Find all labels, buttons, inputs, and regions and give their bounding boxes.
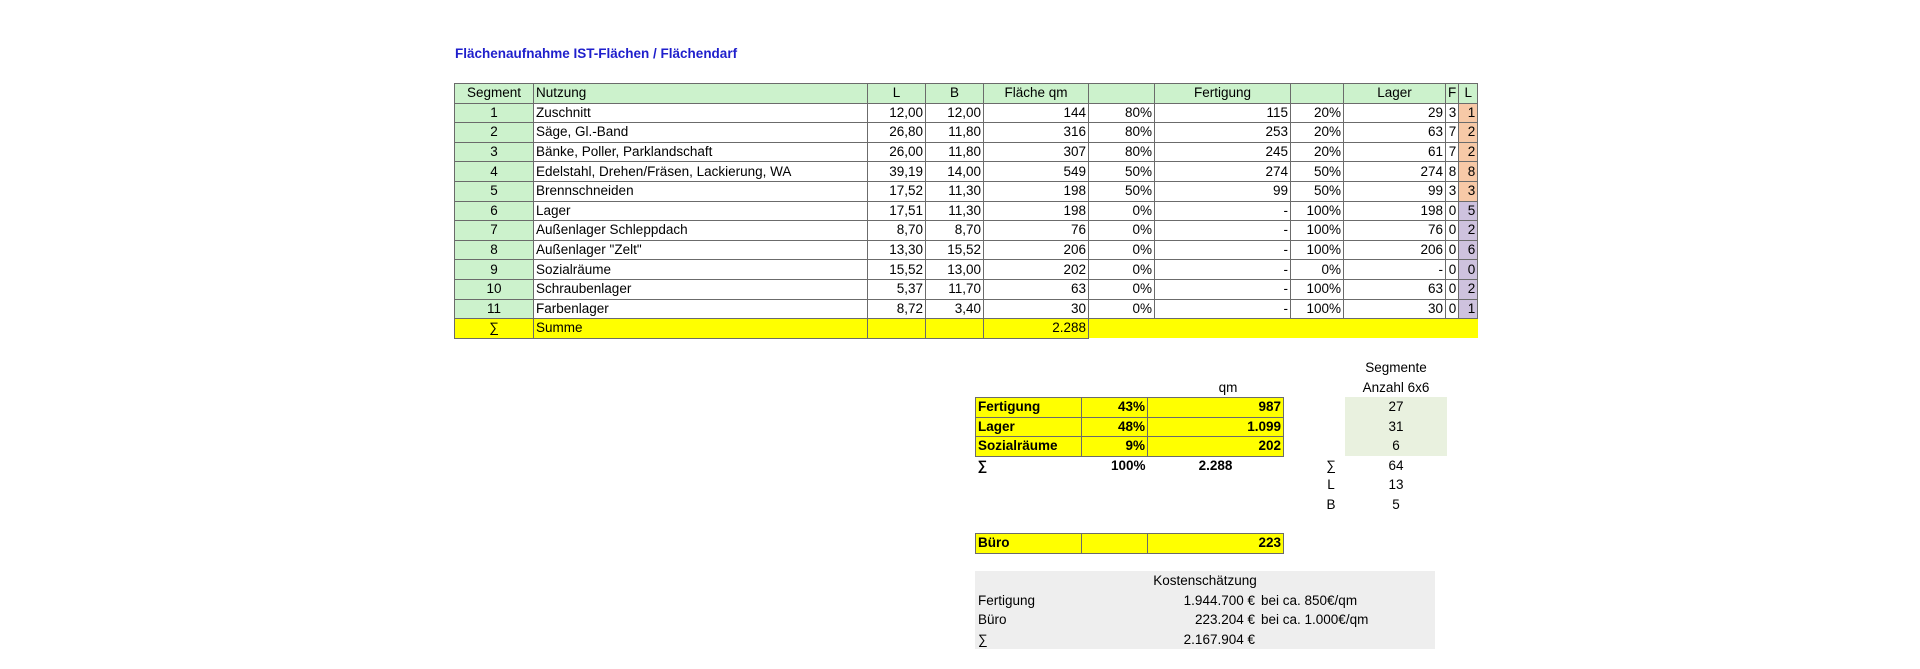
cell-l[interactable]: 8,72 [868,299,926,319]
area-table [454,83,1478,339]
cell-l[interactable]: 8,70 [868,221,926,241]
segmente-b-label: B [1326,496,1336,512]
cell-b[interactable]: 3,40 [926,299,984,319]
cell-f[interactable]: 7 [1446,123,1459,143]
page-title: Flächenaufnahme IST-Flächen / Flächendarf [455,46,738,61]
cell-flaeche[interactable]: 198 [984,201,1089,221]
table-sum-row [455,319,1478,339]
cell-f[interactable]: 0 [1446,221,1459,241]
cell-l2[interactable]: 2 [1459,221,1478,241]
cell-f[interactable]: 0 [1446,260,1459,280]
cell-pct-fertigung[interactable]: 0% [1089,299,1155,319]
cell-lager[interactable]: 99 [1344,181,1446,201]
cell-nutzung[interactable]: Außenlager "Zelt" [534,240,868,260]
cell-b[interactable]: 11,70 [926,279,984,299]
cell-l[interactable]: 39,19 [868,162,926,182]
summary-qm[interactable]: 202 [1148,437,1284,457]
cell-b[interactable]: 11,80 [926,123,984,143]
cell-fertigung[interactable]: - [1155,240,1291,260]
cell-l[interactable]: 12,00 [868,103,926,123]
cell-pct-fertigung[interactable]: 0% [1089,221,1155,241]
cell-pct-fertigung[interactable]: 0% [1089,260,1155,280]
cell-l2[interactable]: 3 [1459,181,1478,201]
cell-l2[interactable]: 6 [1459,240,1478,260]
cell-b[interactable]: 15,52 [926,240,984,260]
empty-cell [1089,319,1155,339]
summary-total-qm[interactable]: 2.288 [1198,458,1233,474]
cell-segment[interactable]: 10 [455,279,534,299]
segmente-l[interactable]: 13 [1388,477,1404,493]
cell-b[interactable]: 11,80 [926,142,984,162]
cell-f[interactable]: 3 [1446,181,1459,201]
buero-table [975,533,1284,554]
segmente-sum-label: ∑ [1326,457,1336,473]
empty-cell [1446,319,1459,339]
cell-pct-lager[interactable]: 100% [1291,279,1344,299]
cell-f[interactable]: 0 [1446,240,1459,260]
summary-qm[interactable]: 1.099 [1148,417,1284,437]
header-flaeche[interactable]: Fläche qm [984,84,1089,104]
cell-lager[interactable]: - [1344,260,1446,280]
cell-pct-fertigung[interactable]: 0% [1089,240,1155,260]
header-l[interactable]: L [868,84,926,104]
summary-label[interactable]: Fertigung [976,398,1082,418]
cell-nutzung[interactable]: Außenlager Schleppdach [534,221,868,241]
buero-empty[interactable] [1082,534,1148,554]
cell-pct-fertigung[interactable]: 0% [1089,201,1155,221]
cell-l[interactable]: 15,52 [868,260,926,280]
cell-fertigung[interactable]: - [1155,279,1291,299]
cell-pct-lager[interactable]: 100% [1291,299,1344,319]
summary-pct[interactable]: 48% [1082,417,1148,437]
cell-l2[interactable]: 1 [1459,299,1478,319]
cell-pct-lager[interactable]: 100% [1291,221,1344,241]
cell-nutzung[interactable]: Sozialräume [534,260,868,280]
table-row [455,260,1478,280]
segmente-value[interactable]: 6 [1345,436,1447,456]
cell-lager[interactable]: 198 [1344,201,1446,221]
cost-value[interactable]: 2.167.904 € [1183,631,1255,647]
cell-flaeche[interactable]: 316 [984,123,1089,143]
table-row [455,103,1478,123]
table-row [455,279,1478,299]
cell-l2[interactable]: 2 [1459,142,1478,162]
segmente-table [1317,358,1447,514]
header-pct1[interactable] [1089,84,1155,104]
cell-lager[interactable]: 76 [1344,221,1446,241]
cell-fertigung[interactable]: 274 [1155,162,1291,182]
sum-label[interactable]: Summe [534,319,868,339]
buero-label[interactable]: Büro [976,534,1082,554]
cell-segment[interactable]: 3 [455,142,534,162]
cell-nutzung[interactable]: Farbenlager [534,299,868,319]
cell-b[interactable]: 11,30 [926,181,984,201]
header-b[interactable]: B [926,84,984,104]
cell-lager[interactable]: 206 [1344,240,1446,260]
cell-nutzung[interactable]: Lager [534,201,868,221]
cell-fertigung[interactable]: - [1155,221,1291,241]
sum-symbol[interactable]: ∑ [455,319,534,339]
table-header-row [455,84,1478,104]
cell-nutzung[interactable]: Säge, Gl.-Band [534,123,868,143]
cell-pct-fertigung[interactable]: 80% [1089,123,1155,143]
cell-pct-lager[interactable]: 20% [1291,142,1344,162]
segmente-subheader: Anzahl 6x6 [1362,379,1430,395]
table-row [455,181,1478,201]
cost-label: ∑ [978,631,988,647]
cell-flaeche[interactable]: 30 [984,299,1089,319]
header-pct2[interactable] [1291,84,1344,104]
sum-empty[interactable] [926,319,984,339]
cost-title: Kostenschätzung [1153,573,1257,588]
cost-row-sum [975,630,1435,650]
cell-l2[interactable]: 1 [1459,103,1478,123]
cell-segment[interactable]: 8 [455,240,534,260]
cell-fertigung[interactable]: - [1155,201,1291,221]
cost-estimate [975,571,1435,649]
cell-l2[interactable]: 2 [1459,279,1478,299]
segmente-l-label: L [1327,477,1335,493]
cell-pct-fertigung[interactable]: 80% [1089,142,1155,162]
summary-row [976,417,1284,437]
segmente-value[interactable]: 31 [1345,417,1447,437]
header-fertigung[interactable]: Fertigung [1155,84,1291,104]
summary-total-label[interactable]: ∑ [977,458,988,474]
cell-f[interactable]: 3 [1446,103,1459,123]
summary-table [975,397,1284,475]
cell-segment[interactable]: 7 [455,221,534,241]
cell-l2[interactable]: 8 [1459,162,1478,182]
cell-flaeche[interactable]: 76 [984,221,1089,241]
cell-segment[interactable]: 5 [455,181,534,201]
cell-l2[interactable]: 0 [1459,260,1478,280]
cell-lager[interactable]: 274 [1344,162,1446,182]
cost-value[interactable]: 1.944.700 € [1183,592,1255,608]
buero-qm[interactable]: 223 [1148,534,1284,554]
table-row [455,240,1478,260]
summary-total-pct[interactable]: 100% [1110,458,1146,474]
summary-label[interactable]: Lager [976,417,1082,437]
cell-fertigung[interactable]: 253 [1155,123,1291,143]
cell-segment[interactable]: 2 [455,123,534,143]
segmente-b[interactable]: 5 [1392,496,1400,512]
header-lager[interactable]: Lager [1344,84,1446,104]
summary-row [976,437,1284,457]
cell-flaeche[interactable]: 202 [984,260,1089,280]
cell-pct-fertigung[interactable]: 0% [1089,279,1155,299]
cell-lager[interactable]: 63 [1344,123,1446,143]
cell-l2[interactable]: 5 [1459,201,1478,221]
cell-f[interactable]: 0 [1446,201,1459,221]
cell-fertigung[interactable]: - [1155,299,1291,319]
cell-lager[interactable]: 61 [1344,142,1446,162]
cell-segment[interactable]: 4 [455,162,534,182]
header-segment[interactable]: Segment [455,84,534,104]
cell-l[interactable]: 17,51 [868,201,926,221]
header-l2[interactable]: L [1459,84,1478,104]
cell-flaeche[interactable]: 206 [984,240,1089,260]
cell-nutzung[interactable]: Edelstahl, Drehen/Fräsen, Lackierung, WA [534,162,868,182]
table-row [455,123,1478,143]
cell-f[interactable]: 7 [1446,142,1459,162]
cell-flaeche[interactable]: 198 [984,181,1089,201]
cell-b[interactable]: 14,00 [926,162,984,182]
cost-label: Büro [978,612,1007,628]
cell-l[interactable]: 13,30 [868,240,926,260]
cell-nutzung[interactable]: Bänke, Poller, Parklandschaft [534,142,868,162]
cell-pct-fertigung[interactable]: 80% [1089,103,1155,123]
cell-flaeche[interactable]: 549 [984,162,1089,182]
segmente-sum[interactable]: 64 [1388,457,1404,473]
cell-b[interactable]: 12,00 [926,103,984,123]
cell-fertigung[interactable]: 99 [1155,181,1291,201]
cell-nutzung[interactable]: Schraubenlager [534,279,868,299]
cell-fertigung[interactable]: 245 [1155,142,1291,162]
summary-row [976,398,1284,418]
cell-fertigung[interactable]: 115 [1155,103,1291,123]
cell-lager[interactable]: 29 [1344,103,1446,123]
cell-pct-lager[interactable]: 100% [1291,201,1344,221]
summary-label[interactable]: Sozialräume [976,437,1082,457]
header-f[interactable]: F [1446,84,1459,104]
cell-pct-lager[interactable]: 20% [1291,103,1344,123]
cell-segment[interactable]: 1 [455,103,534,123]
cell-f[interactable]: 8 [1446,162,1459,182]
cell-pct-fertigung[interactable]: 50% [1089,162,1155,182]
empty-cell [1155,319,1291,339]
cell-b[interactable]: 13,00 [926,260,984,280]
segmente-value[interactable]: 27 [1345,397,1447,417]
cell-pct-lager[interactable]: 20% [1291,123,1344,143]
cell-l[interactable]: 26,00 [868,142,926,162]
cell-segment[interactable]: 11 [455,299,534,319]
cell-l[interactable]: 17,52 [868,181,926,201]
cell-lager[interactable]: 30 [1344,299,1446,319]
sum-empty[interactable] [868,319,926,339]
cost-note: bei ca. 850€/qm [1261,592,1358,608]
cell-pct-fertigung[interactable]: 50% [1089,181,1155,201]
summary-total-row [976,456,1284,475]
cell-segment[interactable]: 6 [455,201,534,221]
cell-pct-lager[interactable]: 0% [1291,260,1344,280]
cell-segment[interactable]: 9 [455,260,534,280]
cost-value[interactable]: 223.204 € [1194,612,1255,628]
cell-l2[interactable]: 2 [1459,123,1478,143]
cell-flaeche[interactable]: 144 [984,103,1089,123]
cell-nutzung[interactable]: Zuschnitt [534,103,868,123]
table-row [455,142,1478,162]
empty-cell [1459,319,1478,339]
qm-header: qm [1218,380,1238,395]
cell-b[interactable]: 11,30 [926,201,984,221]
table-row [455,221,1478,241]
segmente-header: Segmente [1365,360,1427,376]
cell-pct-lager[interactable]: 50% [1291,181,1344,201]
cost-row-buero [975,610,1435,630]
sum-flaeche[interactable]: 2.288 [984,319,1089,339]
header-nutzung[interactable]: Nutzung [534,84,868,104]
cell-l[interactable]: 26,80 [868,123,926,143]
cost-label: Fertigung [978,592,1036,608]
cell-flaeche[interactable]: 63 [984,279,1089,299]
cell-pct-lager[interactable]: 50% [1291,162,1344,182]
cell-fertigung[interactable]: - [1155,260,1291,280]
cell-pct-lager[interactable]: 100% [1291,240,1344,260]
cell-l[interactable]: 5,37 [868,279,926,299]
table-row [455,299,1478,319]
cell-f[interactable]: 0 [1446,299,1459,319]
summary-pct[interactable]: 9% [1082,437,1148,457]
cell-nutzung[interactable]: Brennschneiden [534,181,868,201]
table-row [455,201,1478,221]
empty-cell [1344,319,1446,339]
cell-flaeche[interactable]: 307 [984,142,1089,162]
cell-b[interactable]: 8,70 [926,221,984,241]
summary-qm[interactable]: 987 [1148,398,1284,418]
empty-cell [1291,319,1344,339]
summary-pct[interactable]: 43% [1082,398,1148,418]
cell-lager[interactable]: 63 [1344,279,1446,299]
cost-row-fertigung [975,591,1435,611]
table-row [455,162,1478,182]
cell-f[interactable]: 0 [1446,279,1459,299]
cost-note: bei ca. 1.000€/qm [1261,612,1369,628]
